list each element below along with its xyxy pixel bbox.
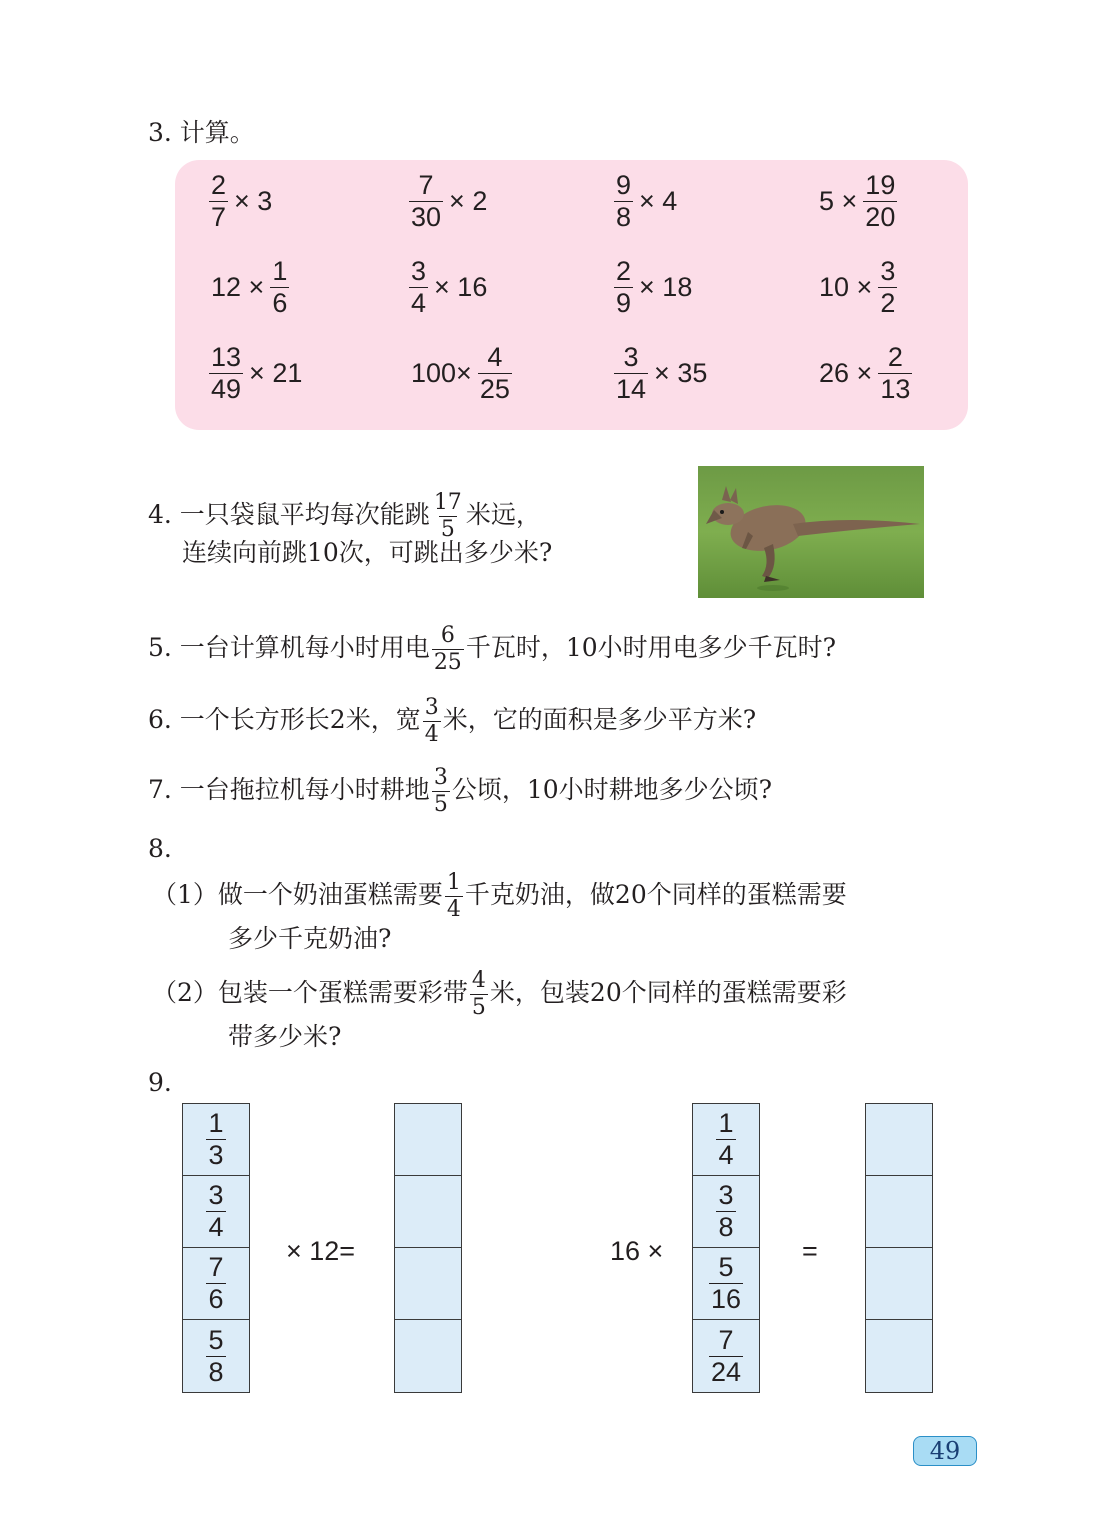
denominator: 8 <box>616 202 632 232</box>
calc-fraction <box>270 258 289 317</box>
q4-line2: 连续向前跳10次，可跳出多少米? <box>182 538 553 567</box>
calc-fraction <box>614 172 633 231</box>
numerator: 2 <box>616 256 632 286</box>
q9-left-answer-cell[interactable] <box>395 1176 461 1248</box>
numerator: 1 <box>208 1108 224 1138</box>
calc-suffix: × 4 <box>639 186 678 216</box>
calc-fraction <box>863 172 897 231</box>
page-number: 49 <box>913 1436 977 1466</box>
calc-fraction <box>409 172 443 231</box>
calc-prefix: 10 × <box>819 272 873 302</box>
denominator: 49 <box>211 374 242 404</box>
denominator: 3 <box>208 1140 224 1170</box>
numerator: 2 <box>211 170 227 200</box>
numerator: 19 <box>865 170 896 200</box>
numerator: 3 <box>411 256 427 286</box>
q8-p2-fraction: $\frac{4}{5}$ <box>471 968 486 1020</box>
calc-expression <box>407 258 491 317</box>
q5-fraction: $\frac{6}{25}$ <box>433 623 462 675</box>
denominator: 14 <box>616 374 647 404</box>
calc-suffix: × 18 <box>639 272 693 302</box>
denominator: 7 <box>211 202 227 232</box>
calc-expression <box>612 172 681 231</box>
q9-left-answer-column <box>394 1103 462 1393</box>
numerator: 9 <box>616 170 632 200</box>
q9-right-equals: = <box>802 1236 818 1266</box>
numerator: 3 <box>208 1180 224 1210</box>
cell-fraction <box>716 1182 735 1241</box>
calc-fraction <box>209 172 228 231</box>
denominator: 4 <box>411 288 427 318</box>
q9-right-cell <box>693 1320 759 1392</box>
q4-text-a: 4. 一只袋鼠平均每次能跳 <box>148 500 430 529</box>
cell-fraction <box>206 1324 225 1387</box>
q9-right-cell <box>693 1104 759 1176</box>
q8-part1: （1）做一个奶油蛋糕需要 $\frac{1}{4}$ 千克奶油，做20个同样的蛋糕需要 <box>152 870 847 922</box>
denominator: 2 <box>880 288 896 318</box>
q9-right-answer-cell[interactable] <box>866 1320 932 1392</box>
q8-title: 8. <box>148 834 172 863</box>
calc-suffix: × 35 <box>654 358 708 388</box>
numerator: 1 <box>272 256 288 286</box>
q9-left-answer-cell[interactable] <box>395 1248 461 1320</box>
q9-right-answer-cell[interactable] <box>866 1248 932 1320</box>
calc-prefix: 12 × <box>211 272 265 302</box>
cell-fraction <box>709 1324 743 1387</box>
denominator: 30 <box>411 202 442 232</box>
calc-suffix: × 21 <box>249 358 303 388</box>
q9-left-cell <box>183 1176 249 1248</box>
calc-expression <box>612 258 696 317</box>
calc-expression <box>207 172 276 231</box>
denominator: 13 <box>880 374 911 404</box>
calc-expression <box>612 344 711 403</box>
calc-expression <box>815 344 914 403</box>
calc-fraction <box>614 258 633 317</box>
q4-text-b: 米远， <box>465 500 541 529</box>
q3-title: 3. 计算。 <box>148 118 255 147</box>
calc-fraction <box>478 344 512 403</box>
denominator: 4 <box>718 1140 734 1170</box>
kangaroo-photo <box>698 466 924 598</box>
calc-expression <box>815 258 899 317</box>
q9-left-cell <box>183 1248 249 1320</box>
q9-right-fraction-column <box>692 1103 760 1393</box>
calc-expression <box>407 344 514 403</box>
q6: 6. 一个长方形长2米，宽 $\frac{3}{4}$ 米，它的面积是多少平方米? <box>148 695 757 747</box>
calc-suffix: × 2 <box>449 186 488 216</box>
calc-prefix: 100× <box>411 358 472 388</box>
calc-prefix: 26 × <box>819 358 873 388</box>
q9-right-cell <box>693 1176 759 1248</box>
denominator: 9 <box>616 288 632 318</box>
cell-fraction <box>206 1110 225 1169</box>
q9-left-cell <box>183 1104 249 1176</box>
numerator: 1 <box>718 1108 734 1138</box>
denominator: 24 <box>710 1356 742 1387</box>
calc-fraction <box>878 258 897 317</box>
numerator: 3 <box>880 256 896 286</box>
numerator: 13 <box>211 342 242 372</box>
numerator: 7 <box>208 1252 224 1282</box>
q9-left-operator: × 12= <box>286 1236 356 1266</box>
q7-fraction: $\frac{3}{5}$ <box>433 765 448 817</box>
numerator: 3 <box>623 342 639 372</box>
q4-line1 <box>148 492 541 541</box>
numerator: 4 <box>487 342 503 372</box>
calc-expression <box>207 258 291 317</box>
q9-left-answer-cell[interactable] <box>395 1104 461 1176</box>
numerator: 7 <box>718 1324 734 1355</box>
q9-title: 9. <box>148 1068 172 1097</box>
calc-expression <box>207 344 306 403</box>
q6-fraction: $\frac{3}{4}$ <box>424 695 439 747</box>
cell-fraction <box>206 1182 225 1241</box>
cell-fraction <box>716 1110 735 1169</box>
q9-left-fraction-column <box>182 1103 250 1393</box>
numerator: 3 <box>718 1180 734 1210</box>
q8-part1-cont: 多少千克奶油? <box>228 924 392 953</box>
q7: 7. 一台拖拉机每小时耕地 $\frac{3}{5}$ 公顷，10小时耕地多少公顷? <box>148 765 773 817</box>
denominator: 8 <box>718 1212 734 1242</box>
calc-suffix: × 3 <box>234 186 273 216</box>
denominator: 25 <box>479 374 510 404</box>
numerator: 5 <box>718 1252 734 1282</box>
calc-expression <box>815 172 899 231</box>
q9-right-cell <box>693 1248 759 1320</box>
denominator: 6 <box>208 1284 224 1314</box>
calc-suffix: × 16 <box>434 272 488 302</box>
denominator: 6 <box>272 288 288 318</box>
denominator: 8 <box>208 1356 224 1387</box>
q9-right-answer-cell[interactable] <box>866 1176 932 1248</box>
cell-fraction <box>206 1254 225 1313</box>
calc-fraction <box>209 344 243 403</box>
cell-fraction <box>709 1254 743 1313</box>
q9-left-cell <box>183 1320 249 1392</box>
q5: 5. 一台计算机每小时用电 $\frac{6}{25}$ 千瓦时，10小时用电多少千瓦时? <box>148 623 837 675</box>
calc-expression <box>407 172 491 231</box>
q9-right-answer-column <box>865 1103 933 1393</box>
denominator: 4 <box>208 1212 224 1242</box>
numerator: 7 <box>418 170 434 200</box>
calc-prefix: 5 × <box>819 186 858 216</box>
calc-fraction <box>878 344 912 403</box>
denominator: 20 <box>865 202 896 232</box>
q4-fraction: $\frac{17}{5}$ <box>433 490 462 542</box>
numerator: 2 <box>887 342 903 372</box>
denominator: 16 <box>710 1284 742 1314</box>
q9-right-prefix: 16 × <box>610 1236 664 1266</box>
q8-p1-fraction: $\frac{1}{4}$ <box>446 870 461 922</box>
q9-left-answer-cell[interactable] <box>395 1320 461 1392</box>
calc-fraction <box>614 344 648 403</box>
calc-fraction <box>409 258 428 317</box>
numerator: 5 <box>208 1324 224 1355</box>
q8-part2: （2）包装一个蛋糕需要彩带 $\frac{4}{5}$ 米，包装20个同样的蛋糕需要彩 <box>152 968 847 1020</box>
q9-right-answer-cell[interactable] <box>866 1104 932 1176</box>
q8-part2-cont: 带多少米? <box>228 1022 342 1051</box>
